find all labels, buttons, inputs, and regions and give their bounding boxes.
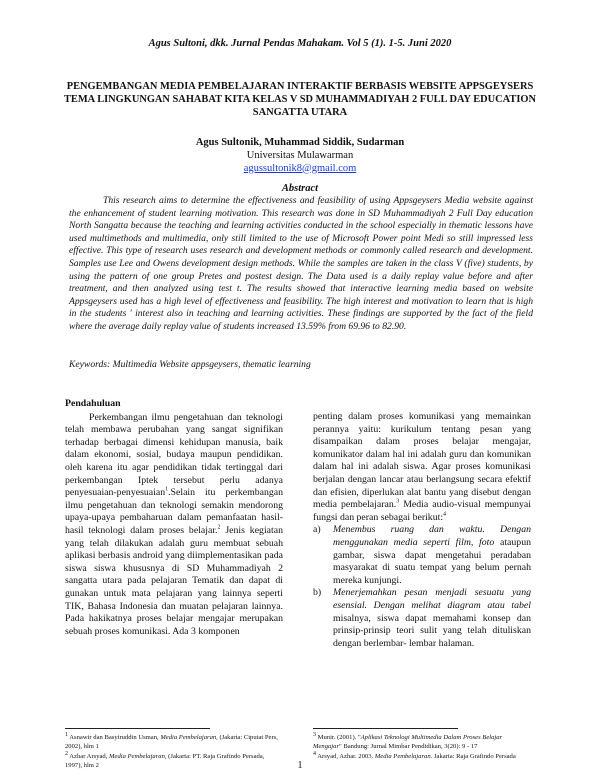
footnote-ref[interactable]: 2	[217, 524, 221, 531]
footnote-ref[interactable]: 3	[396, 498, 400, 505]
left-column	[65, 398, 283, 638]
function-list	[313, 524, 531, 650]
article-title: PENGEMBANGAN MEDIA PEMBELAJARAN INTERAKTIF BERBASIS WEBSITE APPSGEYSERS TEMA LINGKUNGAN SAHABAT KITA KELAS V SD MUHAMMADIYAH 2 FULL DAY EDUCATION SANGATTA UTARA	[64, 81, 536, 118]
body-paragraph: Perkembangan ilmu pengetahuan dan teknologi telah membawa perubahan yang sangat signifikan terhadap berbagai dimensi kehidupan manusia, baik dalam ekonomi, sosial, budaya maupun pendidikan. oleh karena itu agar pendidikan tidak tertinggal dari perkembangan Iptek tersebut perlu adanya penyesuaian-penyesuaian$^1$.Selain itu perkembangan ilmu pengetahuan dan teknologi semakin mendorong upaya-upaya pembaharuan dalam pemanfaatan hasil-hasil teknologi dalam proses belajar.$^2$ Jenis kegiatan yang telah dilakukan adalah guru membuat sebuah aplikasi berbasis android yang diimplementasikan pada siswa siswa khususnya di SD Muhammadiyah 2 sangatta utara pada pelajaran Tematik dan dapat di gunakan untuk mata pelajaran yang lainnya seperti TIK, Bahasa Indonesia dan muatan pelajaran lainnya. Pada hakikatnya proses belajar mengajar merupakan sebuah proses komunikasi. Ada 3 komponen	[65, 411, 283, 637]
affiliation: Universitas Mulawarman	[246, 150, 354, 161]
author-email-link[interactable]: agussultonik8@gmail.com	[243, 162, 357, 174]
right-column	[313, 411, 531, 650]
author-list: Agus Sultonik, Muhammad Siddik, Sudarman	[195, 137, 405, 148]
footnote: $^1$ Asnawir dan Basyiruddin Usman, Media Pembelajaran, (Jakarta: Ciputat Pers, 2002), hlm 1	[65, 731, 278, 750]
footnote-divider	[313, 728, 458, 729]
footnote-divider	[65, 728, 210, 729]
keywords: Keywords: Multimedia Website appsgeysers, thematic learning	[69, 359, 311, 370]
footnote-ref[interactable]: 1	[165, 486, 169, 493]
page-number: 1	[297, 760, 303, 771]
footnote-ref[interactable]: 4	[443, 511, 447, 518]
running-header: Agus Sultoni, dkk. Jurnal Pendas Mahakam. Vol 5 (1). 1-5. Juni 2020	[148, 38, 452, 49]
list-marker: a)	[313, 524, 321, 536]
list-item: b) Menerjemahkan pesan menjadi sesuatu yang esensial. Dengan melihat diagram atau tabel misalnya, siswa dapat memahami konsep dan prinsip-prinsip teori sulit yang telah dituliskan dengan berlembar- lembar halaman.	[313, 587, 531, 649]
abstract-text: This research aims to determine the effectiveness and feasibility of using Appsgeysers Media website against the enhancement of student learning motivation. This research was done in SD Muhammadiyah 2 Full Day education North Sangatta because the teaching and learning activities conducted in the school especially in thematic lessons have used multimethods and multimedia, only still limited to the use of Microsoft Power point Medi so still impressed less effective. This type of research uses research and development methods or commonly called research and development. Samples use Lee and Owens development design methods. While the samples are taken in the class V (five) students, by using the pattern of one group Pretes and postest design. The Data used is a daily replay value before and after treatment, and then analyzed using test t. The results showed that interactive learning media based on website Appsgeysers used has a high level of effectiveness and feasibility. The high interest and motivation to learn that is high in the students ' interest also in teaching and learning activities. These findings are supported by the fact of the field where the average daily replay value of students increased 13.59% from 69.96 to 82.90.	[69, 195, 533, 332]
list-item: a) Menembus ruang dan waktu. Dengan menggunakan media seperti film, foto ataupun gambar, siswa dapat mengetahui peradaban masyarakat di suatu tempat yang belum pernah mereka kunjungi.	[313, 524, 531, 586]
affiliation-block	[0, 150, 600, 175]
section-heading-introduction: Pendahuluan	[65, 398, 121, 409]
footnote: $^2$ Azhar Arsyad, Media Pembelajaran, (Jakarta: PT. Raja Grafindo Persada, 1997), hlm 2	[65, 750, 265, 769]
list-marker: b)	[313, 587, 322, 599]
footnote: $^4$ Arsyad, Azhar. 2003. Media Pembelajaran. Jakarta: Raja Grafindo Persada	[313, 750, 516, 760]
footnotes-right	[313, 733, 531, 762]
body-paragraph: penting dalam proses komunikasi yang memainkan perannya yaitu: kurikulum tentang pesan yang disampaikan dalam proses belajar mengajar, komunikator dalam hal ini adalah guru dan komunikan dalam hal ini adalah siswa. Agar proses komunikasi berjalan dengan lancar atau berlangsung secara efektif dan efisien, diperlukan alat bantu yang disebut dengan media pembelajaran.$^3$ Media audio-visual mempunyai fungsi dan peran sebagai berikut:$^4$	[313, 411, 531, 523]
footnote: $^3$ Munir. (2001). "Aplikasi Teknologi Multimedia Dalam Proses Belajar Mengajar" Bandung: Jurnal Mimbar Pendidikan, 3(20): 9 - 17	[313, 731, 503, 750]
abstract-heading: Abstract	[281, 183, 319, 194]
